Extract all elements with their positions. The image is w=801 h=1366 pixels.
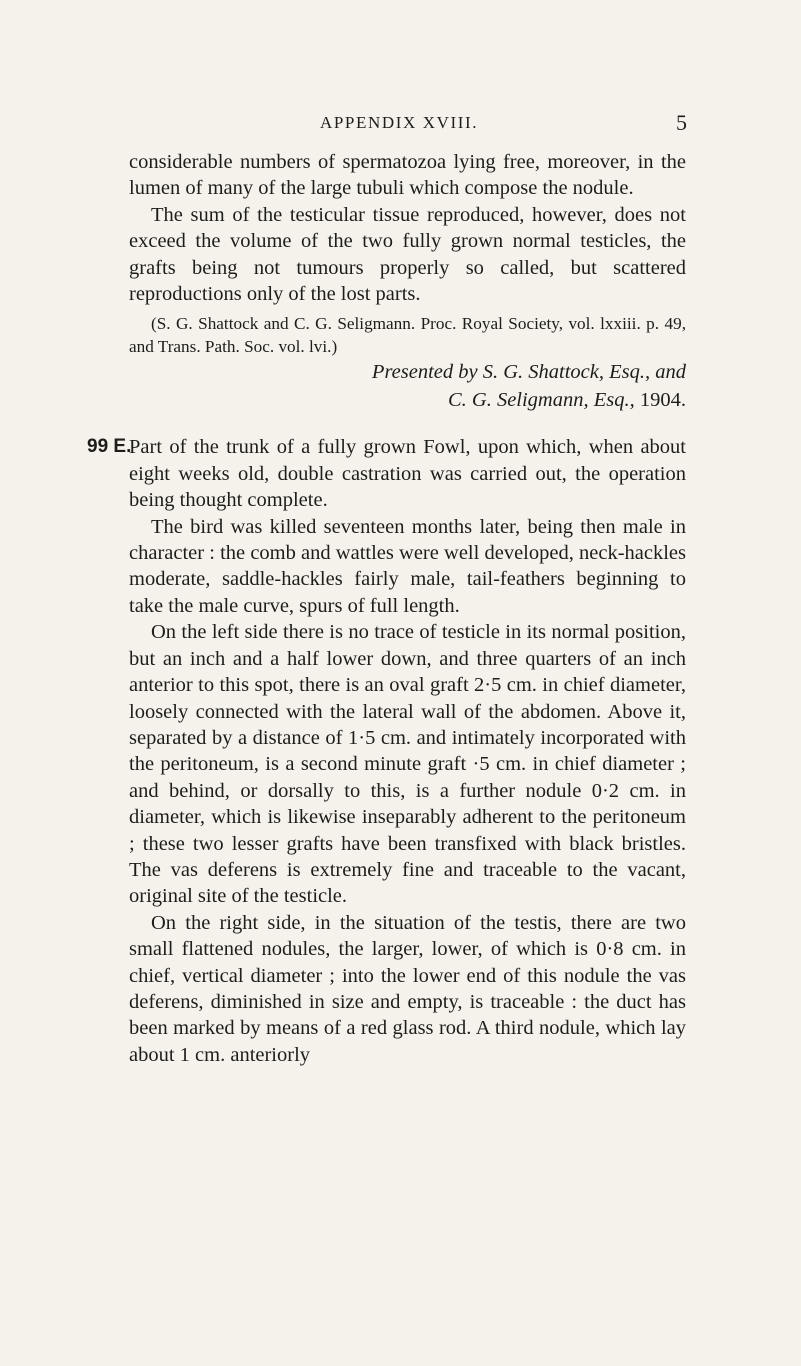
paragraph: On the left side there is no trace of testicle in its normal position, but an inch and a half lower down, and three quarters of an inch anterior to this spot, there is an oval graft 2·5 cm. in chief diameter, loosely connected with the lateral wall of the abdomen. Above it, separated by a distance of 1·5 cm. and intimately incorporated with the peritoneum, is a second minute graft ·5 cm. in chief diameter ; and behind, or dorsally to this, is a further nodule 0·2 cm. in diameter, which is likewise inseparably adherent to the peritoneum ; these two lesser grafts have been transfixed with black bristles. The vas deferens is extremely fine and traceable to the vacant, original site of the testicle.	[129, 621, 686, 908]
page-number: 5	[676, 110, 687, 135]
paragraph: The sum of the testicular tissue reproduced, however, does not exceed the volume of the two fully grown normal testicles, the grafts being not tumours properly so called, but scattered reproductions only of the lost parts.	[129, 203, 686, 306]
running-head	[0, 108, 801, 138]
paragraph: The bird was killed seventeen months later, being then male in character : the comb and wattles were well developed, neck-hackles moderate, saddle-hackles fairly male, tail-feathers beginning to take the male curve, spurs of full length.	[129, 515, 686, 617]
running-title: APPENDIX XVIII.	[320, 113, 479, 132]
presented-names: C. G. Seligmann, Esq.,	[447, 389, 635, 412]
paragraph-continued: considerable numbers of spermatozoa lying free, moreover, in the lumen of many of the large tubuli which compose the nodule.	[129, 151, 686, 200]
presented-line-2	[129, 386, 686, 414]
presented-year: 1904.	[634, 389, 686, 412]
section-gap	[129, 414, 686, 434]
specimen-description: Part of the trunk of a fully grown Fowl, upon which, when about eight weeks old, double castration was carried out, the operation being thought complete.	[129, 436, 686, 512]
body-text	[87, 149, 686, 1068]
specimen-entry	[87, 434, 686, 1068]
reference-citation: (S. G. Shattock and C. G. Seligmann. Proc. Royal Society, vol. lxxiii. p. 49, and Trans. Path. Soc. vol. lvi.)	[129, 314, 686, 356]
presented-line-1: Presented by S. G. Shattock, Esq., and	[371, 361, 686, 384]
specimen-number: 99 E.	[87, 436, 132, 458]
presented-by	[129, 358, 686, 414]
paragraph: On the right side, in the situation of the testis, there are two small flattened nodules, the larger, lower, of which is 0·8 cm. in chief, vertical diameter ; into the lower end of this nodule the vas deferens, diminished in size and empty, is traceable : the duct has been marked by means of a red glass rod. A third nodule, which lay about 1 cm. anteriorly	[129, 911, 686, 1066]
